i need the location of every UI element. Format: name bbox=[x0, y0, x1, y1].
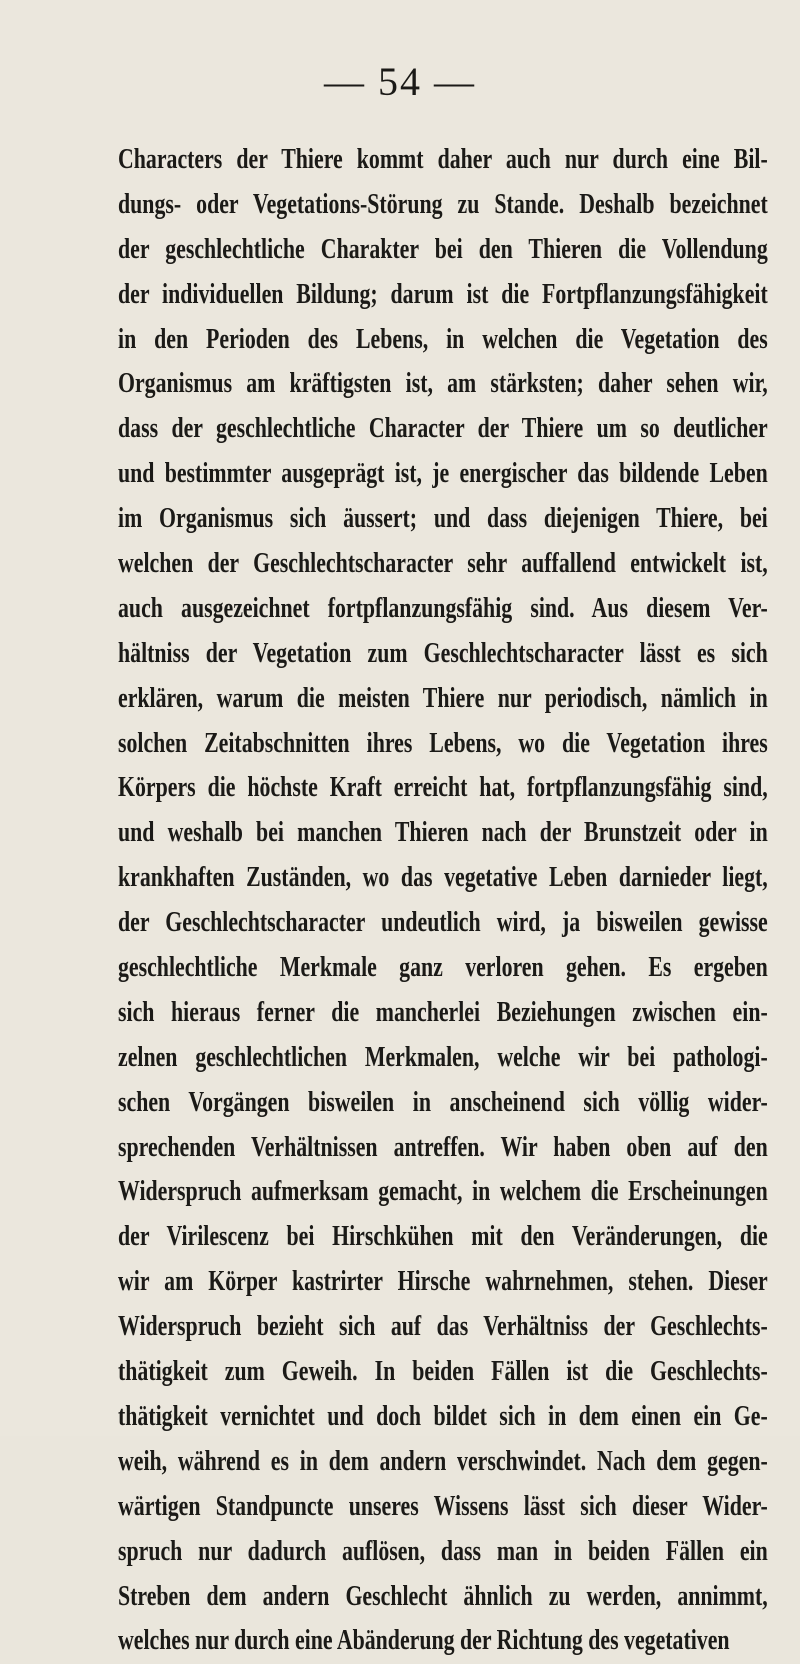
text-line: Characters der Thiere kommt daher auch nur durch eine Bil- bbox=[118, 144, 768, 175]
text-line: der individuellen Bildung; darum ist die Fortpflanzungsfähigkeit bbox=[118, 278, 768, 310]
text-line: schen Vorgängen bisweilen in anscheinend sich völlig wider- bbox=[118, 1086, 768, 1118]
text-line: welchen der Geschlechtscharacter sehr auffallend entwickelt ist, bbox=[118, 548, 768, 580]
text-line: wir am Körper kastrirter Hirsche wahrnehmen, stehen. Dieser bbox=[118, 1266, 768, 1298]
text-line: zelnen geschlechtlichen Merkmalen, welche wir bei pathologi- bbox=[118, 1041, 768, 1073]
text-line: thätigkeit vernichtet und doch bildet sich in dem einen ein Ge- bbox=[118, 1400, 768, 1432]
text-line: Widerspruch bezieht sich auf das Verhältniss der Geschlechts- bbox=[118, 1311, 768, 1343]
body-text bbox=[118, 138, 768, 1664]
text-line: weih, während es in dem andern verschwindet. Nach dem gegen- bbox=[118, 1445, 768, 1477]
text-line: sich hieraus ferner die mancherlei Beziehungen zwischen ein- bbox=[118, 996, 768, 1028]
text-line: im Organismus sich äussert; und dass diejenigen Thiere, bei bbox=[118, 503, 768, 535]
text-line: der Virilescenz bei Hirschkühen mit den Veränderungen, die bbox=[118, 1221, 768, 1253]
text-line: Widerspruch aufmerksam gemacht, in welchem die Erscheinungen bbox=[118, 1176, 768, 1208]
text-line: in den Perioden des Lebens, in welchen die Vegetation des bbox=[118, 323, 768, 355]
text-line: spruch nur dadurch auflösen, dass man in beiden Fällen ein bbox=[118, 1535, 768, 1567]
text-line: Streben dem andern Geschlecht ähnlich zu werden, annimmt, bbox=[118, 1580, 768, 1612]
text-line: Organismus am kräftigsten ist, am stärksten; daher sehen wir, bbox=[118, 368, 768, 400]
text-line: und weshalb bei manchen Thieren nach der Brunstzeit oder in bbox=[118, 817, 768, 849]
text-line: sprechenden Verhältnissen antreffen. Wir haben oben auf den bbox=[118, 1131, 768, 1163]
text-line: geschlechtliche Merkmale ganz verloren gehen. Es ergeben bbox=[118, 952, 768, 984]
text-line: dungs- oder Vegetations-Störung zu Stande. Deshalb bezeichnet bbox=[118, 188, 768, 220]
text-line: erklären, warum die meisten Thiere nur periodisch, nämlich in bbox=[118, 682, 768, 714]
text-line: hältniss der Vegetation zum Geschlechtscharacter lässt es sich bbox=[118, 637, 768, 669]
text-line: der geschlechtliche Charakter bei den Thieren die Vollendung bbox=[118, 233, 768, 265]
text-line: auch ausgezeichnet fortpflanzungsfähig sind. Aus diesem Ver- bbox=[118, 592, 768, 624]
text-line: dass der geschlechtliche Character der Thiere um so deutlicher bbox=[118, 413, 768, 445]
text-line: Körpers die höchste Kraft erreicht hat, fortpflanzungsfähig sind, bbox=[118, 772, 768, 804]
text-line: und bestimmter ausgeprägt ist, je energischer das bildende Leben bbox=[118, 458, 768, 490]
page-number: — 54 — bbox=[324, 59, 476, 104]
text-line: wärtigen Standpuncte unseres Wissens lässt sich dieser Wider- bbox=[118, 1490, 768, 1522]
text-line: solchen Zeitabschnitten ihres Lebens, wo die Vegetation ihres bbox=[118, 727, 768, 759]
text-line: der Geschlechtscharacter undeutlich wird, ja bisweilen gewisse bbox=[118, 907, 768, 939]
text-line: thätigkeit zum Geweih. In beiden Fällen ist die Geschlechts- bbox=[118, 1356, 768, 1388]
text-line: krankhaften Zuständen, wo das vegetative Leben darnieder liegt, bbox=[118, 862, 768, 894]
text-line: welches nur durch eine Abänderung der Richtung des vegetativen bbox=[118, 1625, 730, 1657]
